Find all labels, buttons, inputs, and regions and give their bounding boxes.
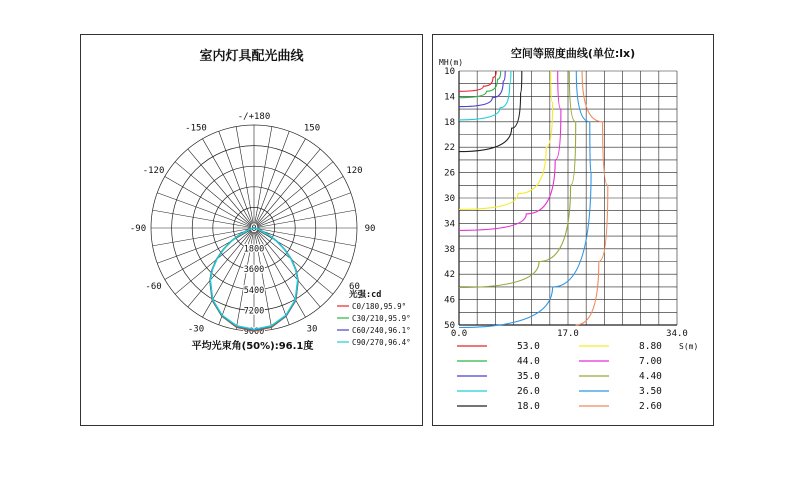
angle-tick-label: 120 bbox=[346, 166, 363, 176]
x-tick-label: 34.0 bbox=[666, 329, 688, 339]
x-tick-label: 17.0 bbox=[557, 329, 579, 339]
polar-legend-label: C30/210,95.9° bbox=[352, 314, 411, 323]
y-tick-label: 10 bbox=[444, 67, 455, 77]
y-tick-label: 34 bbox=[444, 219, 455, 230]
isolux-curve bbox=[459, 71, 576, 288]
polar-unit-label: 光强:cd bbox=[349, 290, 382, 300]
angle-tick-label: 90 bbox=[364, 224, 376, 234]
angle-tick-label: -150 bbox=[185, 123, 207, 134]
angle-tick-label: -30 bbox=[187, 324, 205, 335]
angle-tick-label: -90 bbox=[129, 224, 147, 234]
isolux-curve bbox=[459, 71, 511, 120]
polar-legend-label: C0/180,95.9° bbox=[352, 302, 407, 311]
isolux-legend-label: 4.40 bbox=[639, 371, 662, 382]
radial-tick-label: 3600 bbox=[243, 265, 265, 276]
isolux-legend-label: 2.60 bbox=[639, 401, 662, 412]
polar-legend-label: C60/240,96.1° bbox=[352, 326, 411, 335]
isolux-legend-label: 26.0 bbox=[517, 386, 540, 397]
isolux-panel bbox=[432, 34, 714, 426]
x-tick-label: 0.0 bbox=[450, 329, 468, 339]
polar-chart bbox=[81, 35, 424, 427]
isolux-chart-title: 空间等照度曲线(单位:lx) bbox=[510, 47, 636, 60]
isolux-legend-label: 3.50 bbox=[639, 386, 662, 397]
polar-chart-title: 室内灯具配光曲线 bbox=[199, 49, 304, 64]
luminaire-distribution-panel bbox=[80, 34, 423, 426]
radial-tick-label: 1800 bbox=[243, 244, 265, 255]
radial-tick-label: 5400 bbox=[243, 285, 265, 296]
y-axis-label: MH(m) bbox=[439, 58, 464, 67]
angle-tick-label: -60 bbox=[145, 282, 162, 292]
isolux-legend-label: 53.0 bbox=[517, 341, 540, 352]
isolux-legend-label: 8.80 bbox=[639, 341, 662, 352]
y-tick-label: 46 bbox=[444, 295, 455, 306]
y-tick-label: 26 bbox=[444, 168, 455, 179]
y-tick-label: 14 bbox=[444, 92, 455, 103]
angle-tick-label: 30 bbox=[306, 324, 318, 335]
radial-tick-label: 7200 bbox=[243, 306, 265, 317]
isolux-legend-label: 7.00 bbox=[639, 356, 662, 367]
angle-tick-label: -/+180 bbox=[237, 112, 271, 122]
radial-tick-label: 9000 bbox=[243, 327, 265, 337]
y-tick-label: 42 bbox=[444, 270, 455, 281]
y-tick-label: 50 bbox=[444, 321, 455, 331]
isolux-curve bbox=[459, 71, 553, 209]
y-tick-label: 30 bbox=[444, 194, 455, 204]
y-tick-label: 22 bbox=[444, 143, 455, 154]
y-tick-label: 38 bbox=[444, 244, 455, 255]
isolux-curve bbox=[459, 71, 522, 152]
isolux-chart bbox=[433, 35, 715, 427]
radial-tick-label: 0 bbox=[251, 224, 257, 234]
polar-legend-label: C90/270,96.4° bbox=[352, 338, 411, 347]
isolux-curve bbox=[459, 71, 496, 91]
isolux-curve bbox=[459, 71, 501, 98]
isolux-legend-label: 44.0 bbox=[517, 356, 540, 367]
isolux-grid bbox=[459, 71, 677, 325]
isolux-legend-label: 18.0 bbox=[517, 401, 540, 412]
x-axis-label: S(m) bbox=[679, 342, 699, 351]
y-tick-label: 18 bbox=[444, 117, 455, 128]
angle-tick-label: -120 bbox=[142, 166, 165, 176]
beam-angle-label: 平均光束角(50%):96.1度 bbox=[191, 341, 314, 352]
isolux-legend-label: 35.0 bbox=[517, 371, 540, 382]
angle-tick-label: 150 bbox=[303, 123, 321, 134]
angle-tick-label: 60 bbox=[349, 282, 360, 292]
